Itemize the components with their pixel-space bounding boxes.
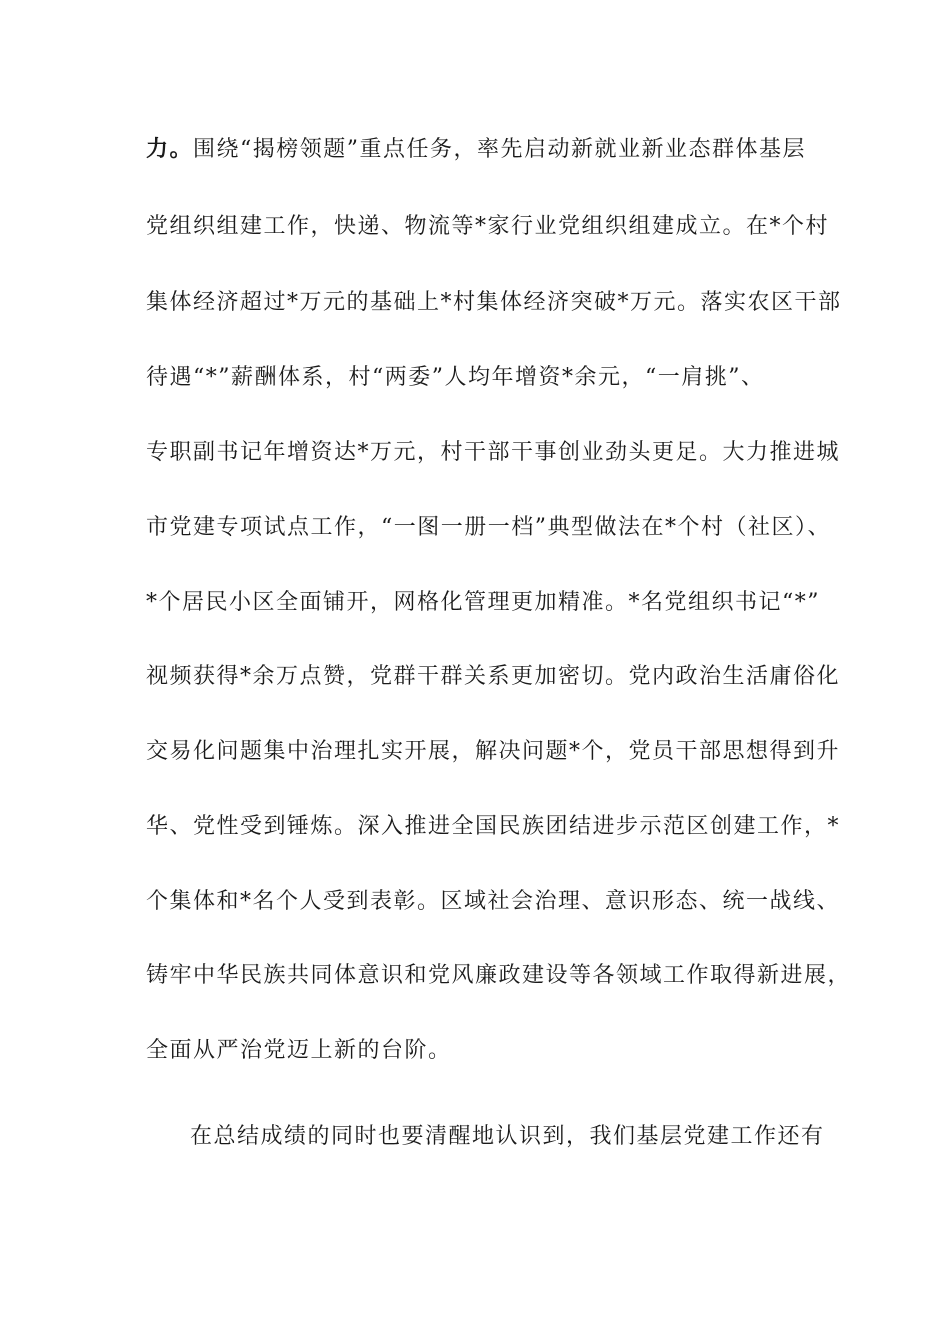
paragraph2-line-1: 在总结成绩的同时也要清醒地认识到，我们基层党建工作还有 (190, 1124, 825, 1149)
paragraph1-line-5: 专职副书记年增资达*万元，村干部干事创业劲头更足。大力推进城 (146, 440, 841, 465)
paragraph1-line-6: 市党建专项试点工作，“一图一册一档”典型做法在*个村（社区）、 (146, 515, 831, 540)
paragraph1-line-11: 个集体和*名个人受到表彰。区域社会治理、意识形态、统一战线、 (146, 889, 841, 914)
paragraph1-line-4: 待遇“*”薪酬体系，村“两委”人均年增资*余元，“一肩挑”、 (146, 365, 765, 390)
paragraph1-line-7: *个居民小区全面铺开，网格化管理更加精准。*名党组织书记“*” (146, 590, 820, 615)
paragraph1-line-12: 铸牢中华民族共同体意识和党风廉政建设等各领域工作取得新进展， (146, 963, 852, 988)
paragraph1-line-13: 全面从严治党迈上新的台阶。 (146, 1038, 452, 1063)
paragraph1-line-1-text: 围绕“揭榜领题”重点任务，率先启动新就业新业态群体基层 (193, 137, 807, 162)
paragraph1-line-1 (146, 134, 836, 166)
paragraph1-lead: 力。 (146, 137, 194, 162)
paragraph1-line-3: 集体经济超过*万元的基础上*村集体经济突破*万元。落实农区干部 (146, 290, 842, 315)
paragraph1-line-2: 党组织组建工作，快递、物流等*家行业党组织组建成立。在*个村 (146, 214, 830, 239)
paragraph1-line-9: 交易化问题集中治理扎实开展，解决问题*个，党员干部思想得到升 (146, 739, 841, 764)
paragraph1-line-10: 华、党性受到锤炼。深入推进全国民族团结进步示范区创建工作，* (146, 814, 841, 839)
paragraph1-line-8: 视频获得*余万点赞，党群干群关系更加密切。党内政治生活庸俗化 (146, 664, 841, 689)
